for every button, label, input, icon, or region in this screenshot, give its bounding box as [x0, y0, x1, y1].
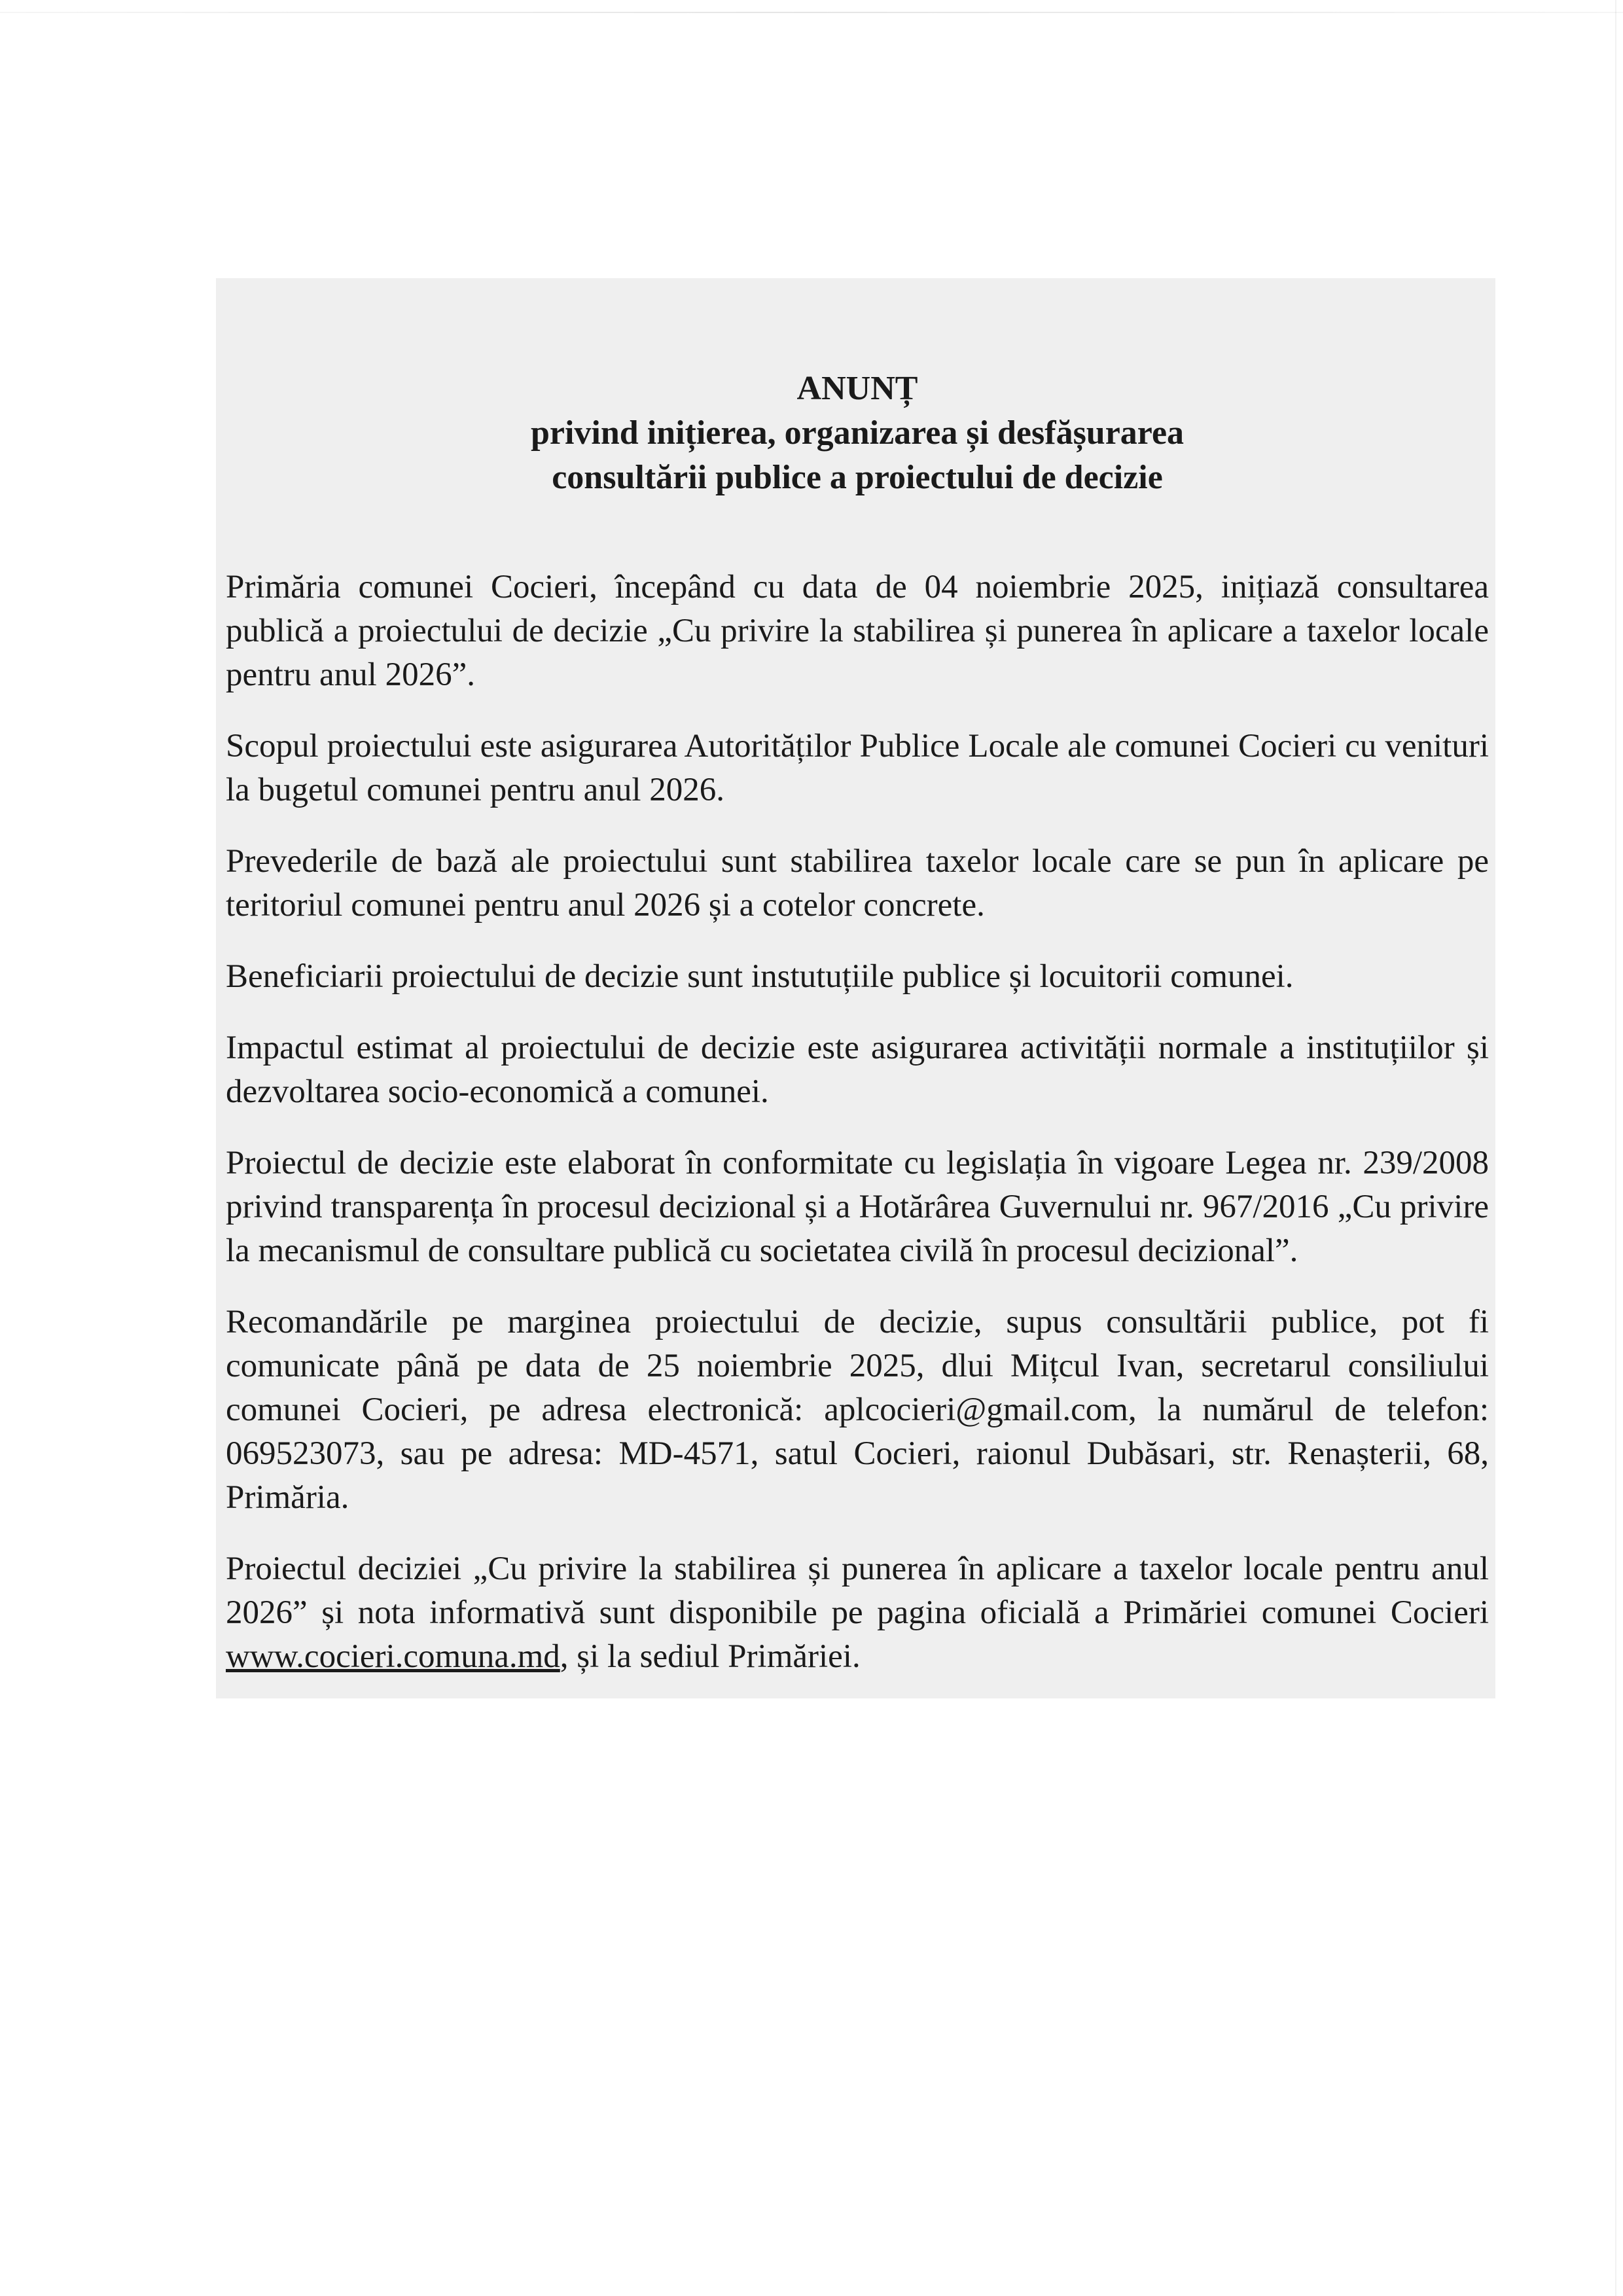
document-title: ANUNȚ — [796, 370, 918, 407]
document-subtitle-line-1: privind inițierea, organizarea și desfășurarea — [530, 414, 1185, 452]
paragraph-initiation: Primăria comunei Cocieri, începând cu data de 04 noiembrie 2025, inițiază consultarea publică a proiectului de decizie „Cu privire la stabilirea și punerea în aplicare a taxelor locale pentru anul 2026”. — [226, 569, 1489, 693]
availability-text-before-link: Proiectul deciziei „Cu privire la stabilirea și punerea în aplicare a taxelor locale pentru anul 2026” și nota informativă sunt disponibile pe pagina oficială a Primăriei comunei Cocieri — [226, 1551, 1489, 1631]
scan-edge-top — [0, 12, 1623, 13]
document-subtitle-line-2: consultării publice a proiectului de decizie — [552, 459, 1163, 496]
website-link[interactable]: www.cocieri.comuna.md — [226, 1638, 560, 1675]
paragraph-purpose: Scopul proiectului este asigurarea Autorităților Publice Locale ale comunei Cocieri cu venituri la bugetul comunei pentru anul 2026. — [226, 728, 1489, 808]
paragraph-provisions: Prevederile de bază ale proiectului sunt stabilirea taxelor locale care se pun în aplicare pe teritoriul comunei pentru anul 2026 și a cotelor concrete. — [226, 843, 1489, 924]
title-block — [226, 367, 1489, 500]
availability-text-after-link: , și la sediul Primăriei. — [560, 1638, 861, 1675]
paragraph-legal-basis: Proiectul de decizie este elaborat în conformitate cu legislația în vigoare Legea nr. 239/2008 privind transparența în procesul decizional și a Hotărârea Guvernului nr. 967/2016 „Cu privire la mecanismul de consultare publică cu societatea civilă în procesul decizional”. — [226, 1145, 1489, 1269]
paragraph-availability — [226, 1547, 1489, 1679]
paragraph-impact: Impactul estimat al proiectului de decizie este asigurarea activității normale a instituțiilor și dezvoltarea socio-economică a comunei. — [226, 1030, 1489, 1110]
scan-edge-right — [1615, 0, 1616, 2296]
announcement-body — [226, 367, 1489, 1706]
paragraph-beneficiaries: Beneficiarii proiectului de decizie sunt instutuțiile publice și locuitorii comunei. — [226, 958, 1294, 995]
paragraph-recommendations: Recomandările pe marginea proiectului de decizie, supus consultării publice, pot fi comunicate până pe data de 25 noiembrie 2025, dlui Mițcul Ivan, secretarul consiliului comunei Cocieri, pe adresa electronică: aplcocieri@gmail.com, la numărul de telefon: 069523073, sau pe adresa: MD-4571, satul Cocieri, raionul Dubăsari, str. Renașterii, 68, Primăria. — [226, 1304, 1489, 1516]
